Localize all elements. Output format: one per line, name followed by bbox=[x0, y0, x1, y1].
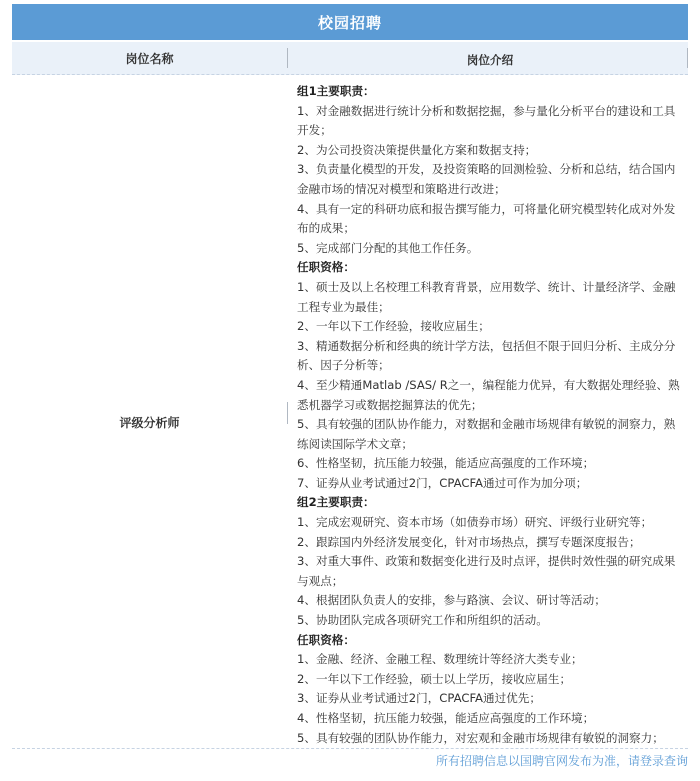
section-heading: 任职资格： bbox=[297, 260, 355, 275]
duty-line: 3、对重大事件、政策和数据变化进行及时点评，提供时效性强的研究成果与观点； bbox=[297, 554, 676, 588]
requirement-line: 3、证券从业考试通过2门，CPACFA通过优先； bbox=[297, 691, 541, 706]
section-heading: 组2主要职责： bbox=[297, 495, 375, 510]
requirement-line: 5、具有较强的团队协作能力，对数据和金融市场规律有敏锐的洞察力，熟练阅读国际学术文章； bbox=[297, 417, 676, 451]
section-heading: 任职资格： bbox=[297, 632, 355, 647]
position-description bbox=[288, 76, 688, 748]
requirement-line: 2、一年以下工作经验，硕士以上学历，接收应届生； bbox=[297, 671, 572, 686]
requirement-line: 1、硕士及以上名校理工科教育背景，应用数学、统计、计量经济学、金融工程专业为最佳； bbox=[297, 279, 676, 314]
requirement-line: 4、至少精通Matlab /SAS/ R之一，编程能力优异，有大数据处理经验、熟悉机器学习或数据挖掘算法的优先； bbox=[297, 377, 680, 412]
position-name: 评级分析师 bbox=[119, 415, 180, 430]
duty-line: 5、协助团队完成各项研究工作和所组织的活动。 bbox=[297, 613, 548, 628]
banner-title: 校园招聘 bbox=[12, 4, 688, 40]
requirement-line: 2、一年以下工作经验，接收应届生； bbox=[297, 319, 490, 334]
duty-line: 1、完成宏观研究、资本市场（如债券市场）研究、评级行业研究等； bbox=[297, 515, 653, 530]
table-row bbox=[12, 76, 688, 749]
requirement-line: 3、精通数据分析和经典的统计学方法，包括但不限于回归分析、主成分分析、因子分析等； bbox=[297, 338, 676, 373]
requirement-line: 5、具有较强的团队协作能力，对宏观和金融市场规律有敏锐的洞察力； bbox=[297, 730, 664, 745]
requirement-line: 6、性格坚韧，抗压能力较强，能适应高强度的工作环境； bbox=[297, 456, 595, 471]
table-header bbox=[12, 42, 688, 75]
col-header-position-desc: 岗位介绍 bbox=[466, 53, 514, 68]
duty-line: 3、负责量化模型的开发，及投资策略的回测检验、分析和总结，结合国内金融市场的情况对模型和策略进行改进； bbox=[297, 162, 676, 196]
column-divider-right bbox=[687, 48, 688, 68]
requirement-line: 4、性格坚韧，抗压能力较强，能适应高强度的工作环境； bbox=[297, 711, 595, 725]
duty-line: 5、完成部门分配的其他工作任务。 bbox=[297, 240, 479, 255]
duty-line: 2、为公司投资决策提供量化方案和数据支持； bbox=[297, 142, 537, 157]
requirement-line: 1、金融、经济、金融工程、数理统计等经济大类专业； bbox=[297, 652, 583, 667]
duty-line: 2、跟踪国内外经济发展变化，针对市场热点，撰写专题深度报告； bbox=[297, 534, 641, 549]
duty-line: 4、根据团队负责人的安排，参与路演、会议、研讨等活动； bbox=[297, 593, 606, 608]
col-header-position-name: 岗位名称 bbox=[125, 51, 174, 66]
requirement-line: 7、证券从业考试通过2门，CPACFA通过可作为加分项； bbox=[297, 475, 588, 490]
duty-line: 1、对金融数据进行统计分析和数据挖掘，参与量化分析平台的建设和工具开发； bbox=[297, 103, 676, 138]
footer-note: 所有招聘信息以国聘官网发布为准，请登录查询 bbox=[435, 754, 688, 768]
duty-line: 4、具有一定的科研功底和报告撰写能力，可将量化研究模型转化成对外发布的成果； bbox=[297, 201, 676, 236]
section-heading: 组1主要职责： bbox=[297, 84, 375, 98]
